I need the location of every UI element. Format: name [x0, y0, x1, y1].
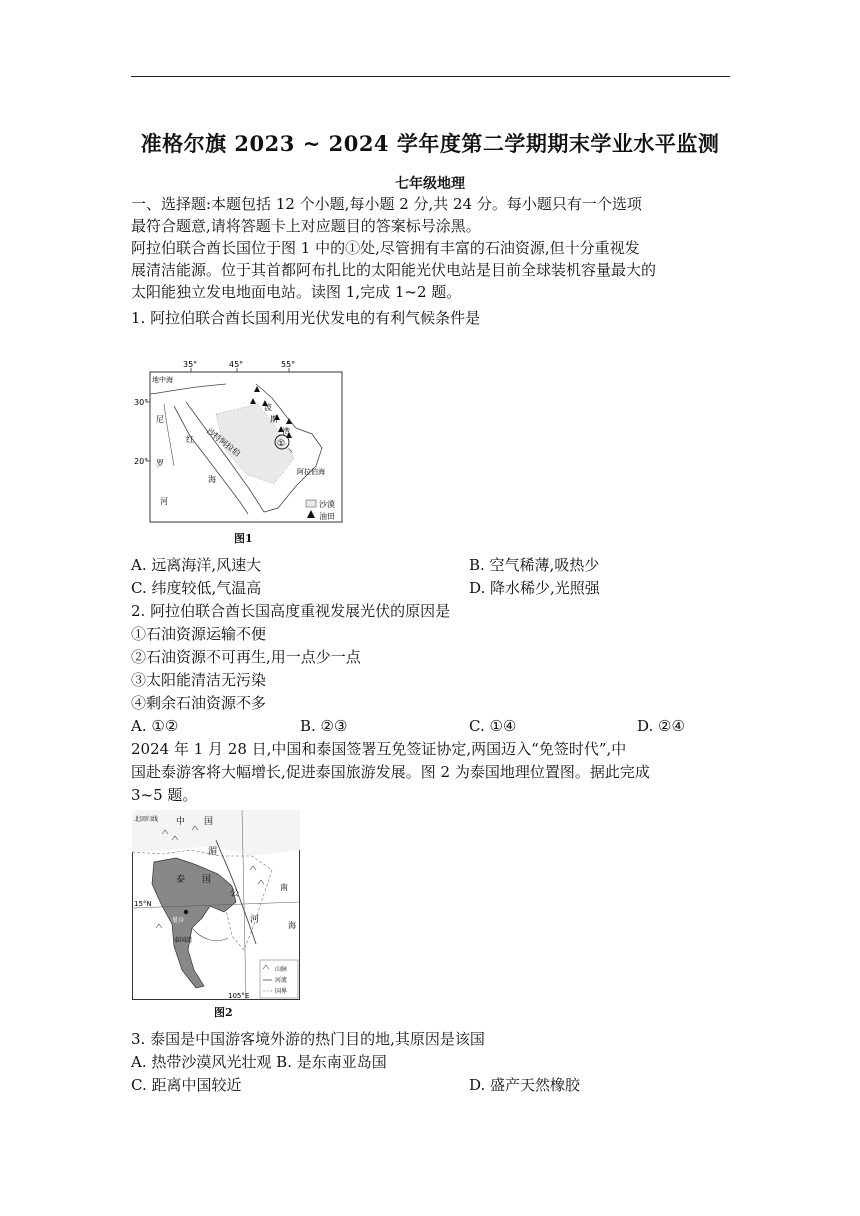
- legend-border-label: 国界: [275, 988, 288, 995]
- label-gulf-1: 波: [264, 403, 272, 412]
- legend-oilfield-label: 油田: [319, 512, 335, 521]
- label-marker-1: ①: [277, 439, 286, 449]
- label-gulf-2: 斯: [270, 415, 278, 424]
- figure-2-caption: 图2: [214, 1006, 233, 1019]
- q2-item-4: ④剩余石油资源不多: [131, 694, 267, 712]
- question-3-stem: 3. 泰国是中国游客境外游的热门目的地,其原因是该国: [131, 1030, 485, 1048]
- label-mekong-2: 公: [230, 889, 240, 899]
- q2-option-a: A. ①②: [131, 717, 179, 735]
- exam-subtitle: 七年级地理: [395, 176, 465, 192]
- passage2-line-1: 2024 年 1 月 28 日,中国和泰国签署互免签证协定,两国迈入“免签时代”,中: [131, 740, 627, 758]
- passage1-line-1: 阿拉伯联合酋长国位于图 1 中的①处,尽管拥有丰富的石油资源,但十分重视发: [131, 239, 640, 257]
- label-mekong-1: 湄: [208, 847, 218, 857]
- passage2-line-3: 3~5 题。: [131, 786, 198, 804]
- section-intro-line-2: 最符合题意,请将答题卡上对应题目的答案标号涂黑。: [131, 217, 481, 235]
- legend-mountain-label: 山脉: [275, 966, 288, 973]
- label-gulf-3: 湾: [282, 427, 290, 436]
- label-thailand-2: 国: [202, 875, 212, 885]
- q2-item-3: ③太阳能清洁无污染: [131, 671, 267, 689]
- label-lon-105e: 105°E: [228, 992, 250, 1000]
- label-mediterranean: 地中海: [152, 376, 173, 384]
- label-nile-3: 河: [160, 497, 168, 506]
- q3-option-d: D. 盛产天然橡胶: [469, 1076, 581, 1094]
- q2-option-c: C. ①④: [469, 717, 517, 735]
- q2-item-2: ②石油资源不可再生,用一点少一点: [131, 648, 361, 666]
- q3-option-a-b: A. 热带沙漠风光壮观 B. 是东南亚岛国: [131, 1053, 387, 1071]
- header-rule: [131, 76, 730, 77]
- label-saudi: 沙特阿拉伯: [204, 426, 242, 459]
- label-bangkok: 曼谷: [172, 917, 185, 924]
- label-gulf-of-thailand: 泰国湾: [174, 937, 193, 944]
- label-lat-15n: 15°N: [134, 900, 152, 908]
- q1-option-d: D. 降水稀少,光照强: [469, 579, 600, 597]
- q1-option-c: C. 纬度较低,气温高: [131, 579, 262, 597]
- legend-desert-label: 沙漠: [319, 500, 335, 509]
- question-2-stem: 2. 阿拉伯联合酋长国高度重视发展光伏的原因是: [131, 602, 451, 620]
- lon-label-35: 35°: [183, 360, 198, 369]
- figure-1-map: [134, 360, 346, 524]
- legend-river-label: 河流: [275, 977, 288, 984]
- passage1-line-2: 展清洁能源。位于其首都阿布扎比的太阳能光伏电站是目前全球装机容量最大的: [131, 261, 657, 279]
- lat-label-20: 20°: [134, 457, 149, 466]
- label-red-2: 海: [208, 475, 216, 484]
- question-1-stem: 1. 阿拉伯联合酋长国利用光伏发电的有利气候条件是: [131, 309, 481, 327]
- q2-option-b: B. ②③: [300, 717, 348, 735]
- label-nile-1: 尼: [156, 415, 164, 424]
- figure-1-caption: 图1: [234, 532, 253, 545]
- q2-item-1: ①石油资源运输不便: [131, 625, 267, 643]
- label-south-sea-1: 南: [280, 883, 288, 892]
- lon-label-45: 45°: [229, 360, 244, 369]
- exam-title: 准格尔旗 2023 ~ 2024 学年度第二学期期末学业水平监测: [140, 131, 720, 156]
- label-china-1: 中: [176, 817, 186, 827]
- label-thailand-1: 泰: [176, 875, 186, 885]
- q2-option-d: D. ②④: [637, 717, 685, 735]
- label-south-sea-2: 海: [288, 921, 296, 930]
- q1-option-a: A. 远离海洋,风速大: [131, 556, 262, 574]
- section-intro-line-1: 一、选择题:本题包括 12 个小题,每小题 2 分,共 24 分。每小题只有一个选项: [131, 195, 642, 213]
- label-red-1: 红: [186, 435, 194, 444]
- lon-label-55: 55°: [281, 360, 296, 369]
- label-china-2: 国: [204, 817, 214, 827]
- label-mekong-3: 河: [250, 915, 260, 925]
- lat-label-30: 30°: [134, 398, 149, 407]
- label-nile-2: 罗: [156, 459, 164, 468]
- label-arabian-sea: 阿拉伯海: [297, 468, 325, 476]
- passage1-line-3: 太阳能独立发电地面电站。读图 1,完成 1~2 题。: [131, 283, 462, 301]
- label-tropic: 北回归线: [134, 816, 159, 823]
- q1-option-b: B. 空气稀薄,吸热少: [469, 556, 600, 574]
- passage2-line-2: 国赴泰游客将大幅增长,促进泰国旅游发展。图 2 为泰国地理位置图。据此完成: [131, 763, 650, 781]
- q3-option-c: C. 距离中国较近: [131, 1076, 242, 1094]
- figure-2-map: [132, 810, 300, 1000]
